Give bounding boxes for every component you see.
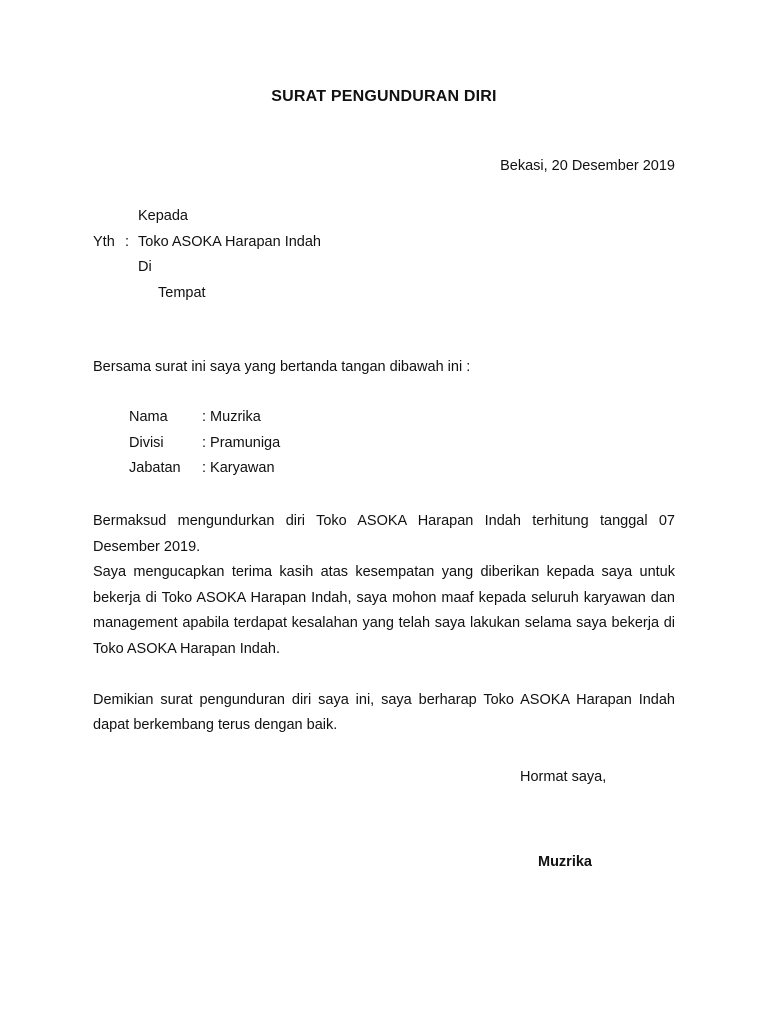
signer-name: Muzrika [538,854,592,870]
field-value: : Muzrika [202,409,261,425]
place-date: Bekasi, 20 Desember 2019 [500,158,675,174]
recipient-di: Di [138,259,152,275]
field-value: : Karyawan [202,460,275,476]
letter-title: SURAT PENGUNDURAN DIRI [271,88,497,105]
field-label: Nama [129,409,168,425]
recipient-line [93,233,321,251]
intro-text: Bersama surat ini saya yang bertanda tangan dibawah ini : [93,359,471,375]
closing-salutation: Hormat saya, [520,769,607,785]
letter-body [93,509,675,739]
paragraph-resignation: Bermaksud mengundurkan diri Toko ASOKA Harapan Indah terhitung tanggal 07 Desember 2019. [93,513,675,555]
field-value: : Pramuniga [202,434,281,451]
field-label: Divisi [129,434,164,451]
yth-label: Yth [93,234,115,250]
recipient-kepada: Kepada [138,208,188,224]
paragraph-thanks: Saya mengucapkan terima kasih atas kesempatan yang diberikan kepada saya untuk bekerja di Toko ASOKA Harapan Indah, saya mohon maaf kepada seluruh karyawan dan management apabila terdapat kesalahan yang telah saya lakukan selama saya bekerja di Toko ASOKA Harapan Indah. [93,564,675,657]
paragraph-closing-remarks: Demikian surat pengunduran diri saya ini, saya berharap Toko ASOKA Harapan Indah dapat berkembang terus dengan baik. [93,691,675,733]
recipient-name: Toko ASOKA Harapan Indah [138,234,321,250]
field-label: Jabatan [129,460,181,476]
yth-separator: : [125,234,130,250]
recipient-tempat: Tempat [158,285,206,301]
